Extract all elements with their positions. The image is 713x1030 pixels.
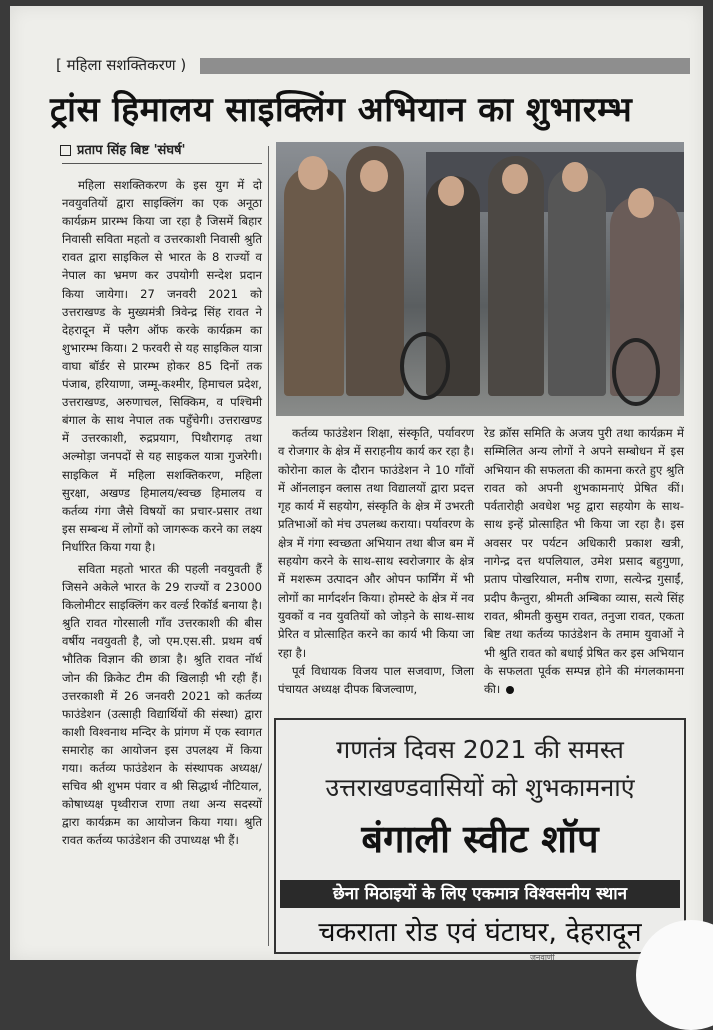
section-tag-bar [200,58,690,74]
byline [60,140,186,158]
photo-person-head [438,176,464,206]
photo-person-head [360,160,388,192]
column-divider [268,146,269,946]
photo-person-head [298,156,328,190]
ad-shop-name: बंगाली स्वीट शॉप [361,817,599,861]
ad-greeting-line-1: गणतंत्र दिवस 2021 की समस्त [336,735,624,764]
col1-paragraph-1: महिला सशक्तिकरण के इस युग में दो नवयुवतियों द्वारा साइक्लिंग का एक अनूठा कार्यक्रम प्रारम्भ किया जा रहा है जिसमें बिहार निवासी सविता महतो व उत्तरकाशी निवासी श्रुति रावत द्वारा साइकिल से भारत के 8 राज्यों व नेपाल का भ्रमण कर उपयोगी सन्देश प्रदान किया जायेगा। 27 जनवरी 2021 को उत्तराखण्ड के मुख्यमंत्री त्रिवेन्द्र सिंह रावत ने देहरादून में फ्लैग ऑफ करके कार्यक्रम का शुभारम्भ किया। 2 फरवरी से यह साइकिल यात्रा वाघा बॉर्डर से प्रारम्भ होकर 85 दिनों तक पंजाब, हरियाणा, जम्मू-कश्मीर, हिमाचल प्रदेश, उत्तराखण्ड, अरुणाचल, सिक्किम, व पश्चिमी बंगाल के साथ नेपाल तक पहुँचेगी। उत्तराखण्ड में उत्तरकाशी, रुद्रप्रयाग, पिथौरागढ़ तथा अल्मोड़ा जनपदों से यह साइकल यात्रा गुजरेगी। साइकिल में महिला सशक्तिकरण, महिला सुरक्षा, अखण्ड हिमालय/स्वच्छ हिमालय व कर्तव्य गंगा जैसे विषयों का प्रचार-प्रसार तथा इस सम्बन्ध में लोगों को जागरूक करने का लक्ष्य निर्धारित किया गया है। [62,178,262,554]
byline-rule [62,163,262,164]
photo-bicycle-wheel [612,338,660,406]
photo-bicycle-wheel [400,332,450,400]
col3-paragraph [484,424,684,698]
section-tag-row [50,54,690,78]
newspaper-page [10,6,703,960]
section-tag-label: महिला सशक्तिकरण [66,56,176,74]
photo-person [284,166,344,396]
col3-text: रेड क्रॉस समिति के अजय पुरी तथा कार्यक्रम में सम्मिलित अन्य लोगों ने अपने सम्बोधन में इस अभियान की सफलता की कामना करते हुए श्रुति रावत को अपनी शुभकामनाएं प्रेषित कीं। पर्वतारोही अवधेश भट्ट द्वारा सहयोग के साथ-साथ इन्हें प्रोत्साहित भी किया जा रहा है। इस अवसर पर पर्यटन अधिकारी प्रकाश खत्री, नागेन्द्र दत्त थपलियाल, उमेश प्रसाद बहुगुणा, प्रताप पोखरियाल, मनीष राणा, सत्येन्द्र गुसाईं, प्रदीप कैन्तुरा, श्रीमती अम्बिका व्यास, सत्ये सिंह रावत, श्रीमती कुसुम रावत, तनुजा रावत, एकता बिष्ट तथा कर्तव्य फाउंडेशन के तमाम युवाओं ने भी श्रुति रावत को बधाई प्रेषित कर इस अभियान के सफलता पूर्वक सम्पन्न होने की मंगलकामना की। [484,426,684,697]
headline: ट्रांस हिमालय साइक्लिंग अभियान का शुभारम्भ [50,90,633,130]
col2-paragraph-2: पूर्व विधायक विजय पाल सजवाण, जिला पंचायत अध्यक्ष दीपक बिजल्वाण, [278,663,474,697]
article-column-1 [62,176,262,853]
byline-square-icon [60,145,71,156]
photo-person [548,166,606,396]
article-column-2 [278,424,474,698]
photo-person-head [502,164,528,194]
end-mark-icon [506,686,514,694]
photo-person-head [628,188,654,218]
byline-text: प्रताप सिंह बिष्ट 'संघर्ष' [77,143,186,158]
photo-person-head [562,162,588,192]
col2-paragraph-1: कर्तव्य फाउंडेशन शिक्षा, संस्कृति, पर्यावरण व रोजगार के क्षेत्र में सराहनीय कार्य कर रहा है। कोरोना काल के दौरान फाउंडेशन ने 10 गाँवों में ऑनलाइन क्लास तथा विद्यालयों द्वारा प्रदत्त गृह कार्य में सहयोग, संस्कृति के क्षेत्र में उभरती प्रतिभाओं को मंच उपलब्ध कराया। पर्यावरण के क्षेत्र में गंगा स्वच्छता अभियान तथा बीज बम में सहयोग करने के साथ-साथ स्वरोजगार के क्षेत्र में मशरूम उत्पादन और ओपन फार्मिंग में भी लोगों का मार्गदर्शन किया। होमस्टे के क्षेत्र में नव युवकों व नव युवतियों को जोड़ने के साथ-साथ प्रेरित व प्रोत्साहित करने का कार्य भी किया जा रहा है। [278,426,474,660]
section-tag: [ महिला सशक्तिकरण ) [50,54,192,76]
article-photo [276,142,684,416]
page-footer: जनवाणी [530,953,555,962]
col1-paragraph-2: सविता महतो भारत की पहली नवयुवती हैं जिसने अकेले भारत के 29 राज्यों व 23000 किलोमीटर साइक्लिंग कर वर्ल्ड रिकॉर्ड बनाया है। श्रुति रावत गोरसाली गाँव उत्तरकाशी की बीस वर्षीय नवयुवती है, जो एम.एस.सी. प्रथम वर्ष भौतिक विज्ञान की छात्रा है। श्रुति रावत नॉर्थ जोन की क्रिकेट टीम की खिलाड़ी भी रही हैं। उत्तरकाशी में 26 जनवरी 2021 को कर्तव्य फाउंडेशन (उत्साही विद्यार्थियों की संस्था) द्वारा काशी विश्वनाथ मन्दिर के प्रांगण में एक स्वागत समारोह का आयोजन इस उपलक्ष्य में किया गया। कर्तव्य फाउंडेशन के संस्थापक अध्यक्ष/सचिव श्री शुभम पंवार व श्री सिद्धार्थ नौटियाल, कोषाध्यक्ष पृथ्वीराज राणा तथा अन्य सदस्यों द्वारा कार्यक्रम का आयोजन किया गया। श्रुति रावत कर्तव्य फाउंडेशन की उपाध्यक्ष भी हैं। [62,561,262,848]
ad-tagline: छेना मिठाइयों के लिए एकमात्र विश्वसनीय स्थान [280,880,680,908]
advertisement [274,718,686,954]
article-column-3 [484,424,684,698]
ad-greeting-line-2: उत्तराखण्डवासियों को शुभकामनाएं [325,773,635,802]
ad-address: चकराता रोड एवं घंटाघर, देहरादून [318,917,642,948]
